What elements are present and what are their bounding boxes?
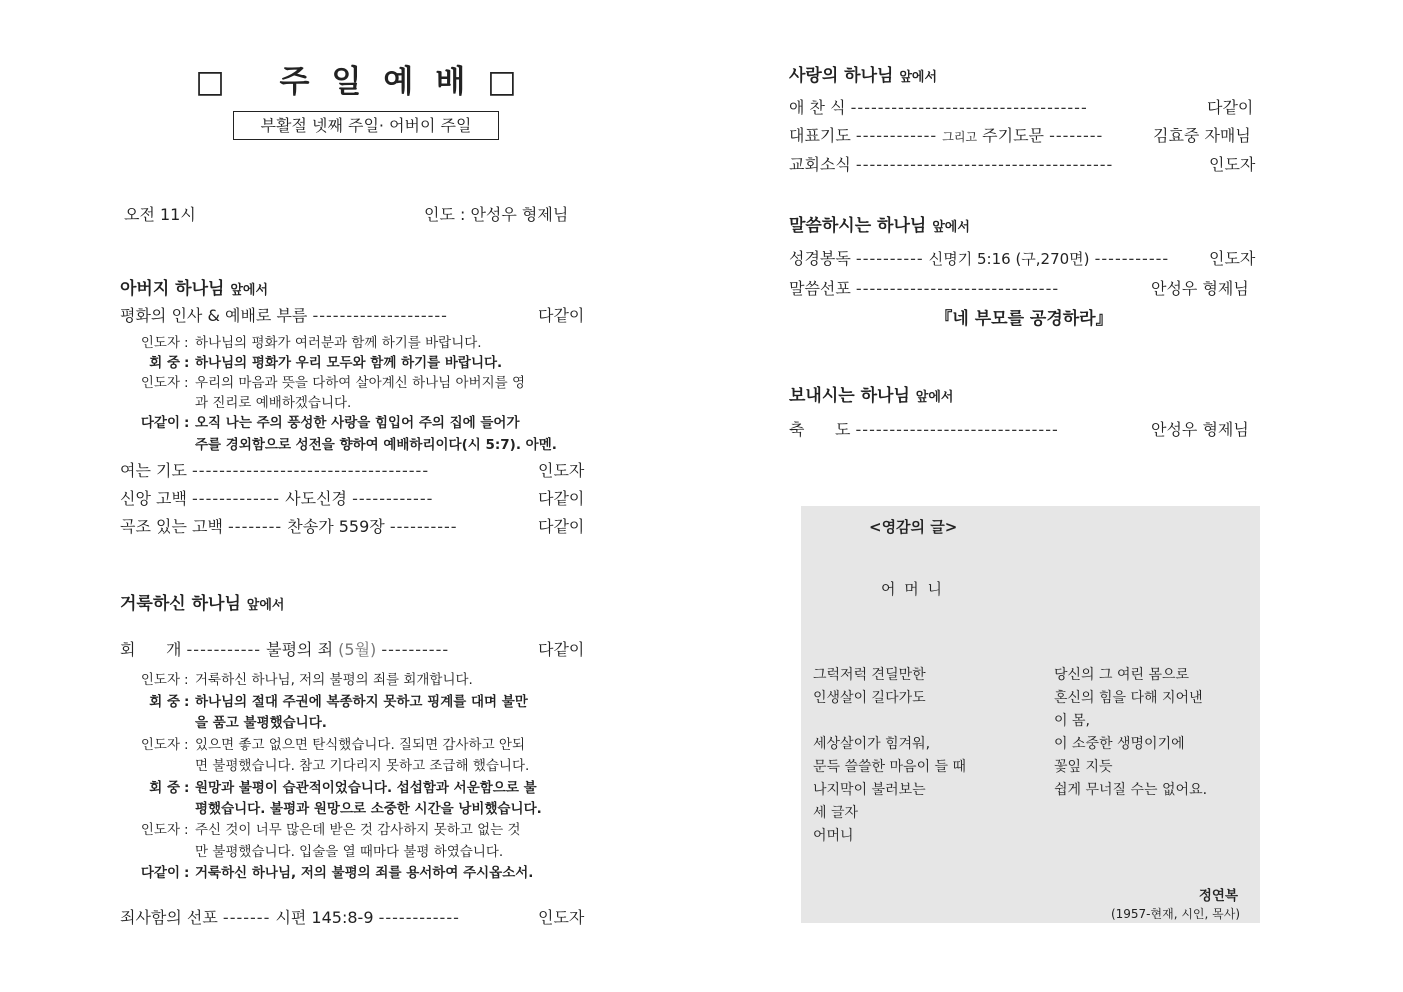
- poem-right-stanza: [1054, 664, 1254, 802]
- poem-line: 문득 쓸쓸한 마음이 들 때: [813, 759, 967, 775]
- order-dash: -------: [222, 908, 271, 927]
- poem-title: 어 머 니: [881, 580, 945, 598]
- order-dash: -----------: [186, 640, 262, 659]
- poem-line: 당신의 그 여린 몸으로: [1054, 667, 1190, 683]
- poem-line: 어머니: [813, 828, 854, 844]
- order-label: 성경봉독: [789, 249, 851, 268]
- resp-text-cont: 주를 경외함으로 성전을 향하여 예배하리이다(시 5:7). 아멘.: [195, 437, 557, 453]
- resp-speaker: 다같이: [140, 865, 180, 881]
- order-item-greeting: [120, 303, 448, 326]
- service-time: 오전 11시: [124, 205, 196, 224]
- order-item-sermon: [789, 276, 1059, 299]
- responsive-reading-2: 인도자 : 거룩하신 하나님, 저의 불평의 죄를 회개합니다. 회 중 : 하나님의 절대 주권에 복종하지 못하고 핑계를 대며 불만 을 품고 불평했습니다. 인도자 : 있으면 좋고 없으면 탄식했습니다. 질되면 감사하고 안되 면 불평했습니다. 참고 기다리지 못하고 조급해 했습니다. 회 중 : 원망과 불평이 습관적이었습니다. 섭섭함과 서운함으로 불 평했습니다. 불평과 원망으로 소중한 시간을 낭비했습니다. 인도자 : 주신 것이 너무 많은데 받은 것 감사하지 못하고 없는 것 만 불평했습니다. 입술을 열 때마다 불평 하였습니다. 다같이 : 거룩하신 하나님, 저의 불평의 죄를 용서하여 주시옵소서.: [120, 670, 590, 885]
- resp-text: 우리의 마음과 뜻을 다하여 살아계신 하나님 아버지를 영: [195, 375, 525, 391]
- resp-text: 있으면 좋고 없으면 탄식했습니다. 질되면 감사하고 안되: [195, 737, 525, 753]
- order-item-news: [789, 152, 1113, 175]
- section-title-text: 거룩하신 하나님: [120, 594, 241, 614]
- order-label: 애 찬 식: [789, 98, 846, 117]
- section-title-suffix: 앞에서: [246, 598, 285, 613]
- order-dash: --------: [228, 517, 283, 536]
- order-who: 다같이: [538, 640, 585, 659]
- order-item-creed: [120, 486, 433, 509]
- order-dash: -----------: [1094, 249, 1170, 268]
- section-title-word: [789, 211, 970, 236]
- order-mid: 사도신경: [285, 489, 347, 508]
- order-dash: -----------------------------------: [850, 98, 1088, 117]
- service-leader: 인도 : 안성우 형제님: [424, 205, 569, 224]
- order-dash: ------------: [352, 489, 434, 508]
- order-label: 축 도: [789, 420, 851, 439]
- section-title-text: 보내시는 하나님: [789, 386, 910, 406]
- order-item-scripture: [789, 246, 1169, 269]
- order-who: 다같이: [538, 306, 585, 325]
- resp-speaker: 인도자: [140, 672, 180, 688]
- order-who: 안성우 형제님: [1151, 420, 1249, 439]
- order-who: 인도자: [1209, 155, 1256, 174]
- order-who: 인도자: [1209, 249, 1256, 268]
- order-dash: ------------: [378, 908, 460, 927]
- poem-line: 이 소중한 생명이기에: [1054, 736, 1185, 752]
- responsive-reading-1: 인도자 : 하나님의 평화가 여러분과 함께 하기를 바랍니다. 회 중 : 하나님의 평화가 우리 모두와 함께 하기를 바랍니다. 인도자 : 우리의 마음과 뜻을 다하여 살아계신 하나님 아버지를 영 과 진리로 예배하겠습니다. 다같이 : 오직 나는 주의 풍성한 사랑을 힘입어 주의 집에 들어가 주를 경외함으로 성전을 향하여 예배하리이다(시 5:7). 아멘.: [120, 333, 590, 458]
- order-label: 교회소식: [789, 155, 851, 174]
- order-item-rep-prayer: [789, 123, 1103, 146]
- resp-speaker: 다같이: [140, 415, 180, 431]
- resp-text: 하나님의 절대 주권에 복종하지 못하고 핑계를 대며 불만: [195, 694, 528, 710]
- subtitle-box: 부활절 넷째 주일· 어버이 주일: [233, 111, 499, 140]
- section-title-text: 아버지 하나님: [120, 279, 225, 299]
- resp-text: 원망과 불평이 습관적이었습니다. 섭섭함과 서운함으로 불: [195, 780, 537, 796]
- section-title-suffix: 앞에서: [932, 220, 970, 235]
- order-who: 인도자: [538, 908, 585, 927]
- section-title-love: [789, 61, 937, 86]
- order-dash: ------------------------------: [855, 420, 1059, 439]
- resp-speaker: 인도자: [140, 737, 180, 753]
- order-mid-note: (5월): [338, 640, 377, 659]
- order-dash: ------------: [855, 126, 938, 145]
- poem-line: 꽃잎 지듯: [1054, 759, 1113, 775]
- resp-speaker: 회 중: [149, 780, 180, 796]
- resp-speaker: 회 중: [149, 694, 180, 710]
- resp-text-cont: 을 품고 불평했습니다.: [195, 715, 327, 731]
- resp-text-cont: 과 진리로 예배하겠습니다.: [195, 395, 352, 411]
- order-dash: ----------: [855, 249, 924, 268]
- poem-author-info: (1957-현재, 시인, 목사): [1110, 907, 1240, 921]
- order-mid: 시편 145:8-9: [275, 908, 374, 927]
- order-dash: -----------------------------------: [192, 461, 430, 480]
- order-item-benediction: [789, 417, 1059, 440]
- section-title-text: 사랑의 하나님: [789, 66, 894, 86]
- resp-text: 거룩하신 하나님, 저의 불평의 죄를 회개합니다.: [195, 672, 473, 688]
- order-mid: 찬송가 559장: [287, 517, 385, 536]
- poem-left-stanza: [813, 664, 1033, 848]
- order-label: 평화의 인사 & 예배로 부름: [120, 306, 308, 325]
- order-who: 다같이: [538, 489, 585, 508]
- order-dash: ------------------------------: [855, 279, 1060, 298]
- order-item-prayer: [120, 458, 429, 481]
- poem-line: 이 몸,: [1054, 713, 1090, 729]
- resp-text-cont: 만 불평했습니다. 입술을 열 때마다 불평 하였습니다.: [195, 844, 504, 860]
- order-who: 다같이: [1207, 98, 1254, 117]
- order-small: 그리고: [942, 130, 978, 144]
- resp-speaker: 인도자: [140, 335, 180, 351]
- order-label: 여는 기도: [120, 461, 187, 480]
- order-label: 대표기도: [789, 126, 851, 145]
- order-mid: 불평의 죄: [266, 640, 334, 659]
- order-dash: ----------: [389, 517, 458, 536]
- order-item-hymn: [120, 514, 458, 537]
- section-title-suffix: 앞에서: [230, 283, 269, 298]
- poem-line: 세 글자: [813, 805, 859, 821]
- order-who: 인도자: [538, 461, 585, 480]
- page-title: □ 주일예배□: [195, 64, 539, 100]
- order-label: 곡조 있는 고백: [120, 517, 223, 536]
- resp-speaker: 회 중: [149, 355, 180, 371]
- order-mid: 신명기 5:16 (구,270면): [928, 250, 1090, 268]
- section-title-father: [120, 274, 268, 299]
- order-dash: --------: [1049, 126, 1104, 145]
- poem-line: 나지막이 불러보는: [813, 782, 926, 798]
- inspiration-box: [801, 506, 1260, 923]
- order-dash: --------------------------------------: [855, 155, 1114, 174]
- order-dash: --------------------: [312, 306, 448, 325]
- resp-text: 오직 나는 주의 풍성한 사랑을 힘입어 주의 집에 들어가: [195, 415, 520, 431]
- poem-line-blank: [813, 710, 1033, 733]
- order-label: 회 개: [120, 640, 182, 659]
- order-item-absolution: [120, 905, 460, 928]
- poem-line: 혼신의 힘을 다해 지어낸: [1054, 690, 1203, 706]
- poem-line: 쉽게 무너질 수는 없어요.: [1054, 782, 1208, 798]
- order-dash: -------------: [192, 489, 281, 508]
- resp-text-cont: 평했습니다. 불평과 원망으로 소중한 시간을 낭비했습니다.: [195, 801, 542, 817]
- inspiration-header: <영감의 글>: [869, 518, 958, 536]
- poem-line: 인생살이 길다가도: [813, 690, 926, 706]
- poem-line: 세상살이가 힘겨워,: [813, 736, 931, 752]
- order-who: 김효중 자매님: [1153, 126, 1251, 145]
- poem-line: 그럭저럭 견딜만한: [813, 667, 926, 683]
- section-title-suffix: 앞에서: [899, 70, 938, 85]
- section-title-suffix: 앞에서: [915, 390, 954, 405]
- order-who: 다같이: [538, 517, 585, 536]
- order-label: 신앙 고백: [120, 489, 187, 508]
- order-mid: 주기도문: [982, 126, 1044, 145]
- order-label: 죄사함의 선포: [120, 908, 218, 927]
- order-dash: ----------: [381, 640, 450, 659]
- order-item-repentance: [120, 637, 449, 660]
- order-who: 안성우 형제님: [1151, 279, 1249, 298]
- resp-text: 주신 것이 너무 많은데 받은 것 감사하지 못하고 없는 것: [195, 822, 521, 838]
- order-item-lovefeast: [789, 95, 1088, 118]
- resp-text-cont: 면 불평했습니다. 참고 기다리지 못하고 조급해 했습니다.: [195, 758, 530, 774]
- section-title-sending: [789, 381, 953, 406]
- resp-speaker: 인도자: [140, 375, 180, 391]
- resp-speaker: 인도자: [140, 822, 180, 838]
- poem-author: 정연복: [1198, 888, 1238, 904]
- section-title-text: 말씀하시는 하나님: [789, 216, 927, 236]
- resp-text: 하나님의 평화가 여러분과 함께 하기를 바랍니다.: [195, 335, 482, 351]
- resp-text: 하나님의 평화가 우리 모두와 함께 하기를 바랍니다.: [195, 355, 503, 371]
- sermon-title: 『네 부모를 공경하라』: [935, 309, 1113, 329]
- order-label: 말씀선포: [789, 279, 851, 298]
- section-title-holy: [120, 589, 284, 614]
- resp-text: 거룩하신 하나님, 저의 불평의 죄를 용서하여 주시옵소서.: [195, 865, 534, 881]
